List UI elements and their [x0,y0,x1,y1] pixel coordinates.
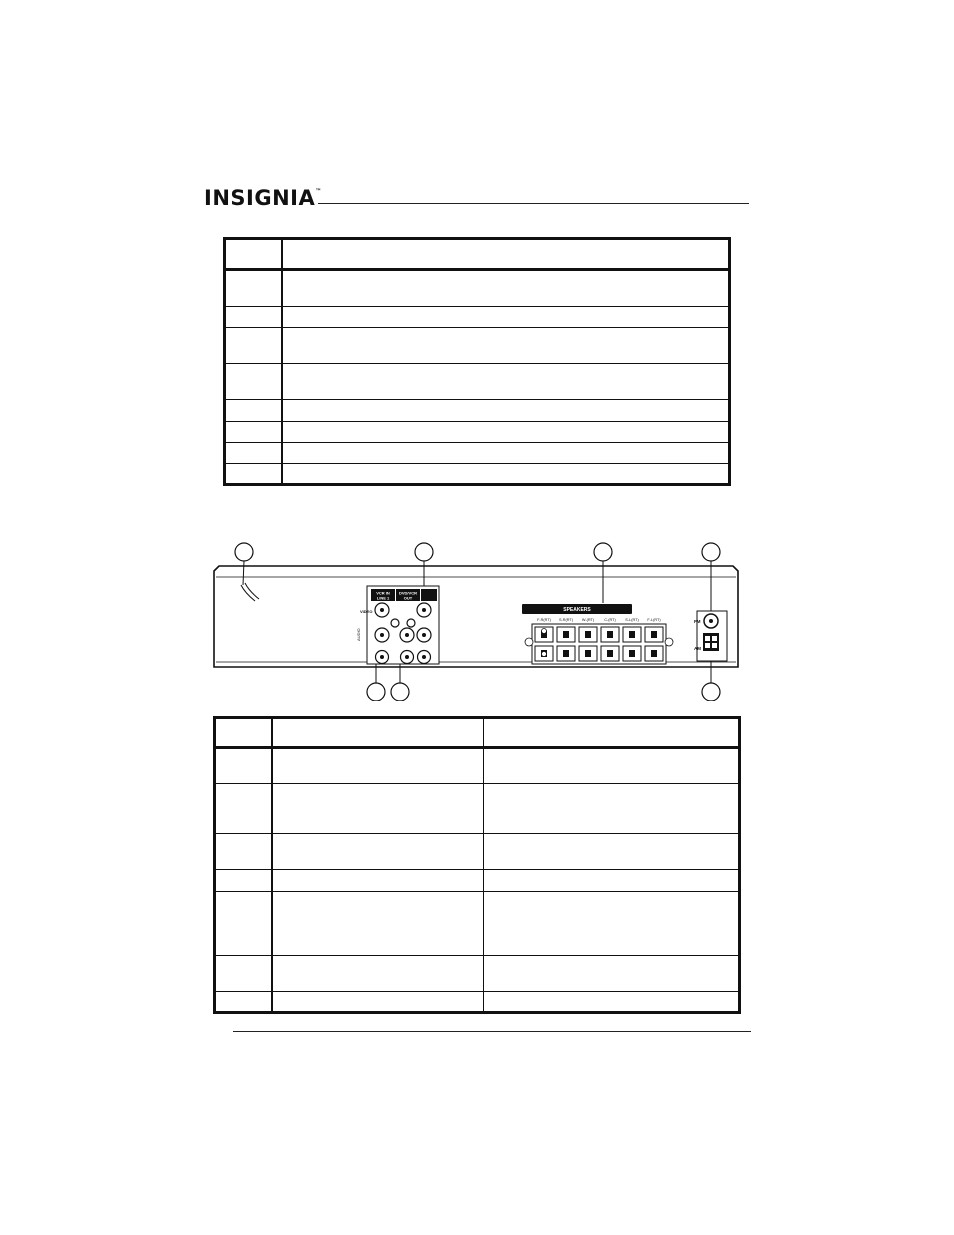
header-cell-description [484,718,740,748]
terminal-clip [563,650,569,657]
jack-pin [422,655,426,659]
insignia-logo [204,186,322,210]
jack-pin [709,619,713,623]
terminal-clip [651,631,657,638]
table-cell [225,270,283,307]
terminal-clip [607,650,613,657]
speaker-channel-label: S-R(RT) [558,618,574,622]
table-cell [272,834,484,870]
table-cell [225,328,283,364]
table-cell [215,834,273,870]
header-rule [318,203,749,204]
table-cell [282,443,730,464]
table-cell [272,956,484,992]
screw-icon [525,638,533,646]
table-row [225,443,730,464]
header-cell-component [272,718,484,748]
speaker-channel-label: W-(RT) [581,618,595,622]
logo-text: INSIGNIA [204,186,316,210]
speakers-label: SPEAKERS [563,607,591,613]
speaker-channel-label: F-R(RT) [537,618,551,622]
table-cell [225,422,283,443]
table-cell [484,748,740,784]
table-cell [225,464,283,485]
table-row [225,270,730,307]
table-cell [484,834,740,870]
am-antenna-terminal [703,633,719,651]
terminal-slot [705,636,710,641]
feature-table-top [223,237,731,486]
terminal-clip [563,631,569,638]
header-cell-number [225,239,283,270]
jack-pin [380,633,384,637]
table-header-row [215,718,740,748]
table-cell [215,784,273,834]
table-row [215,892,740,956]
line1-label: LINE 1 [376,595,390,601]
plus-marker-icon [542,629,547,634]
terminal-clip [629,631,635,638]
table-row [225,464,730,485]
trademark-symbol: ™ [315,188,322,195]
terminal-slot [712,643,717,648]
dvd-vcr-label: DVD/VCR [398,590,418,596]
table-cell [282,364,730,400]
terminal-slot [712,636,717,641]
fm-label: FM [694,619,701,624]
callout-circle [235,543,253,561]
table-row [215,992,740,1013]
table-cell [484,992,740,1013]
jack-pin [380,655,384,659]
terminal-clip [629,650,635,657]
table-cell [215,992,273,1013]
minus-marker-icon [542,652,547,657]
callout-circle [367,683,385,701]
terminal-clip [651,650,657,657]
vcr-in-label: VCR IN [376,590,390,596]
rca-jack-small [391,619,399,627]
table-cell [282,422,730,443]
table-cell [484,784,740,834]
speaker-channel-label: F-L(RT) [647,618,661,622]
table-cell [282,307,730,328]
terminal-clip [607,631,613,638]
jack-pin [380,608,384,612]
callout-circle [702,543,720,561]
table-cell [272,784,484,834]
table-row [225,364,730,400]
am-label: AM [694,646,701,651]
out-label: OUT [403,595,413,601]
jack-pin [405,633,409,637]
table-row [215,870,740,892]
table-cell [282,464,730,485]
speaker-channel-label: S-L(RT) [625,618,639,622]
callout-circle [594,543,612,561]
table-cell [282,270,730,307]
table-cell [225,364,283,400]
callout-circle [702,683,720,701]
jack-pin [422,633,426,637]
table-cell [272,870,484,892]
table-cell [272,892,484,956]
jack-pin [405,655,409,659]
speaker-channel-label: C-(RT) [604,618,616,622]
table-row [215,748,740,784]
connection-table-bottom [213,716,741,1014]
table-cell [215,892,273,956]
table-cell [215,748,273,784]
table-row [215,834,740,870]
header-cell-number [215,718,273,748]
header-cell-description [282,239,730,270]
audio-label: AUDIO [356,628,361,641]
table-header-row [225,239,730,270]
sub-label-box [421,589,437,601]
callout-circle [415,543,433,561]
table-cell [215,870,273,892]
rear-panel-diagram [211,541,741,701]
table-row [225,422,730,443]
table-cell [484,892,740,956]
table-cell [225,400,283,422]
table-row [225,328,730,364]
table-row [215,784,740,834]
table-row [225,400,730,422]
table-cell [272,992,484,1013]
screw-icon [665,638,673,646]
rca-jack-small [407,619,415,627]
footer-rule [233,1031,751,1032]
table-cell [484,956,740,992]
jack-pin [422,608,426,612]
table-row [225,307,730,328]
terminal-clip [585,631,591,638]
table-cell [225,443,283,464]
table-cell [282,400,730,422]
video-label: VIDEO [360,609,373,614]
table-row [215,956,740,992]
callout-circle [391,683,409,701]
table-cell [484,870,740,892]
table-cell [282,328,730,364]
table-cell [272,748,484,784]
table-cell [225,307,283,328]
terminal-clip [585,650,591,657]
table-cell [215,956,273,992]
terminal-slot [705,643,710,648]
